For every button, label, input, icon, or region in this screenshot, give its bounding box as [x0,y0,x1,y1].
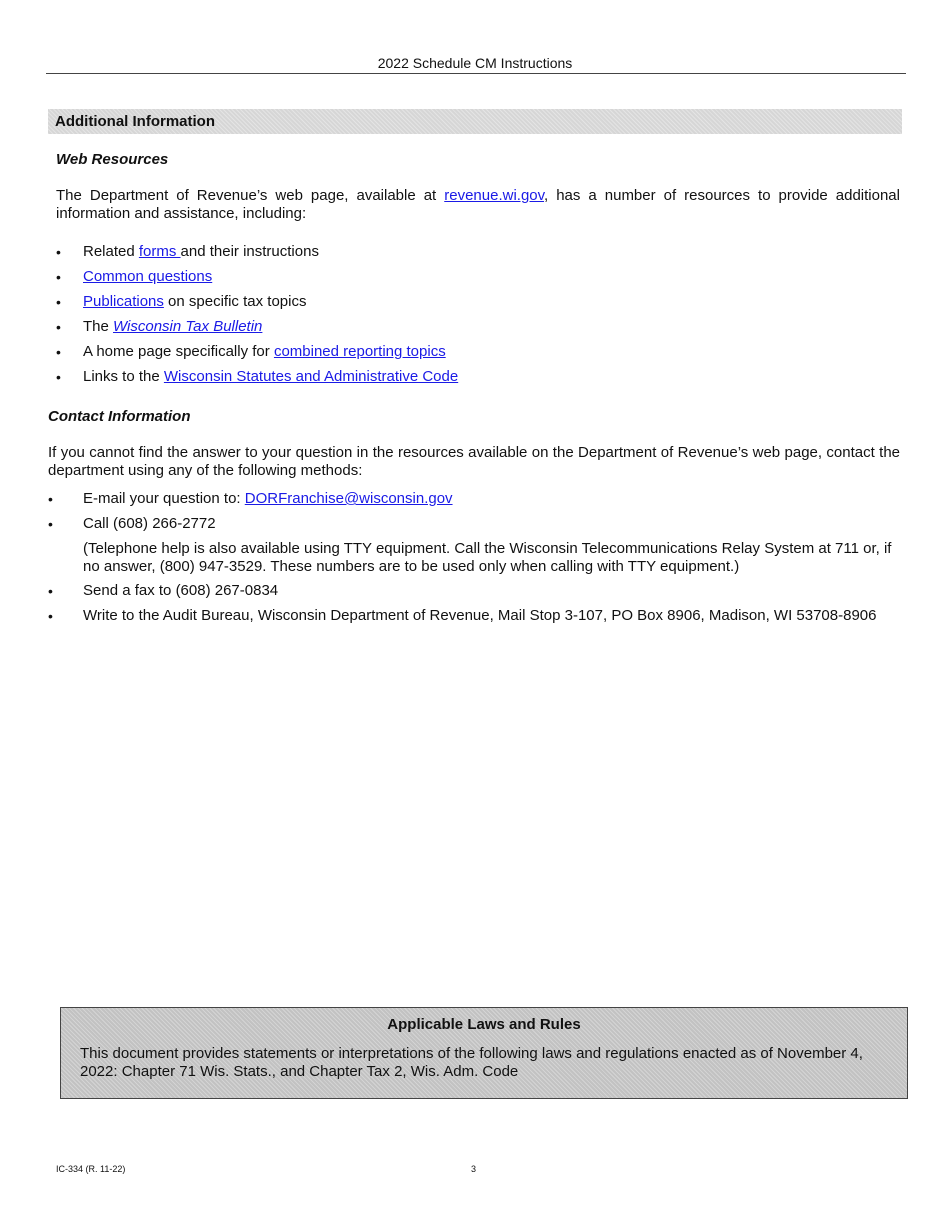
bullet-text: and their instructions [180,243,319,260]
intro-text-cont: , has a number of resources to provide additional information and assistance, including: [56,187,900,222]
bullet-icon: • [48,491,53,507]
common-questions-link[interactable]: Common questions [83,268,213,285]
section-heading: Additional Information [55,113,215,130]
tty-note: (Telephone help is also available using TTY equipment. Call the Wisconsin Telecommunications Relay System at 711 or, if no answer, (800) 947-3529. These numbers are to be used only when calling with TTY equipment.) [83,540,892,575]
mail-address-text: Write to the Audit Bureau, Wisconsin Department of Revenue, Mail Stop 3-107, PO Box 8906, Madison, WI 53708-8906 [83,607,877,624]
fax-text: Send a fax to (608) 267-0834 [83,582,279,599]
section-heading-bar [48,109,902,134]
bullet-text: on specific tax topics [163,293,307,310]
bullet-icon: • [48,583,53,599]
forms-link[interactable]: forms [138,243,181,260]
bullet-icon: • [48,516,53,532]
bullet-icon: • [56,269,61,285]
laws-body: This document provides statements or interpretations of the following laws and regulations enacted as of November 4, 2022: Chapter 71 Wis. Stats., and Chapter Tax 2, Wis. Adm. Code [80,1045,863,1080]
applicable-laws-box [60,1007,908,1099]
bullet-icon: • [56,369,61,385]
tax-bulletin-link[interactable]: Wisconsin Tax Bulletin [113,318,263,335]
bullet-icon: • [48,608,53,624]
bullet-icon: • [56,344,61,360]
bullet-text: A home page specifically for [83,343,274,360]
revenue-site-link[interactable]: revenue.wi.gov [444,187,545,204]
contact-heading: Contact Information [48,408,191,425]
bullet-text: Links to the [83,368,164,385]
combined-reporting-link[interactable]: combined reporting topics [273,343,446,360]
bullet-icon: • [56,319,61,335]
bullet-text: Related [83,243,139,260]
laws-title: Applicable Laws and Rules [387,1016,581,1033]
bullet-icon: • [56,244,61,260]
page-number: 3 [471,1164,477,1174]
form-id: IC-334 (R. 11-22) [56,1164,126,1174]
contact-intro: If you cannot find the answer to your question in the resources available on the Department of Revenue’s web page, contact the department using any of the following methods: [48,444,900,479]
intro-text: The Department of Revenue’s web page, available at [56,187,445,204]
web-resources-intro [56,187,900,223]
page-header-title: 2022 Schedule CM Instructions [377,55,573,71]
web-resources-heading: Web Resources [56,151,169,168]
email-link[interactable]: DORFranchise@wisconsin.gov [244,490,453,507]
header-divider [46,73,906,74]
publications-link[interactable]: Publications [83,293,164,310]
bullet-text: The [83,318,114,335]
statutes-link[interactable]: Wisconsin Statutes and Administrative Code [163,368,459,385]
bullet-icon: • [56,294,61,310]
bullet-text: E-mail your question to: [83,490,245,507]
call-text: Call (608) 266-2772 [83,515,216,532]
